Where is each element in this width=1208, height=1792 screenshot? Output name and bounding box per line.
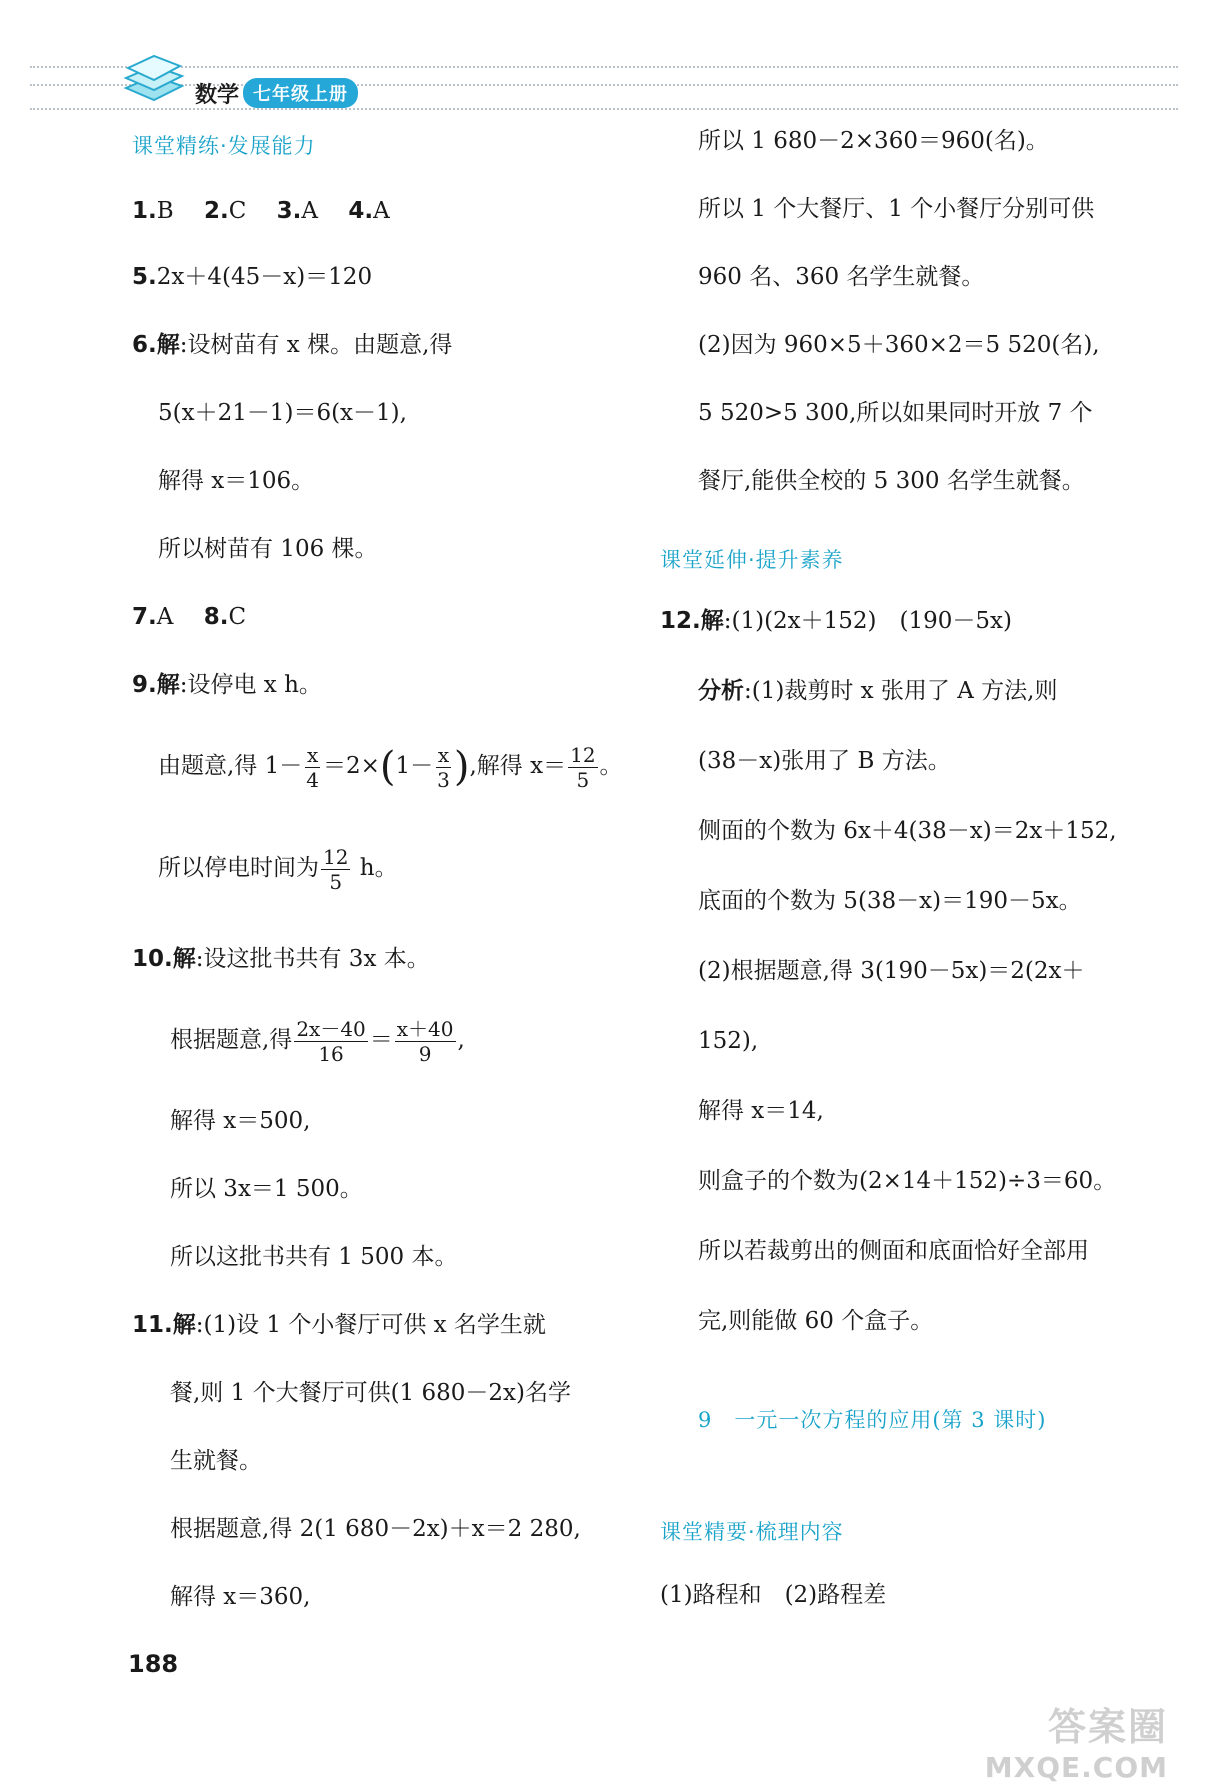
answer-11-cont-line-2: 所以 1 个大餐厅、1 个小餐厅分别可供 — [698, 196, 1095, 222]
watermark: 答案圈 MXQE.COM — [984, 1705, 1168, 1784]
page-number: 188 — [128, 1650, 179, 1678]
answer-6-line-1: 6.解:设树苗有 x 棵。由题意,得 — [132, 332, 453, 358]
fraction: $\frac{12}{5}$ — [570, 742, 596, 792]
answer-10-line-3: 解得 x＝500, — [170, 1108, 311, 1134]
fraction: $\frac{x}{3}$ — [437, 742, 450, 792]
answer-12-line-10: 所以若裁剪出的侧面和底面恰好全部用 — [698, 1238, 1089, 1264]
answer-10-line-5: 所以这批书共有 1 500 本。 — [170, 1244, 458, 1270]
header-grade-badge: 七年级上册 — [243, 78, 358, 108]
answer-11-line-5: 解得 x＝360, — [170, 1584, 311, 1610]
answer-12-line-11: 完,则能做 60 个盒子。 — [698, 1308, 934, 1334]
answer-9-equation: 由题意,得 1－ $\frac{x}{4}$ ＝2×(1－ $\frac{x}{3}$ ),解得 x＝ $\frac{12}{5}$ 。 — [158, 742, 623, 792]
answer-10-equation: 根据题意,得 $\frac{2x-40}{16}$ ＝ $\frac{x+40}{9}$ , — [170, 1016, 465, 1066]
answer-6-line-3: 解得 x＝106。 — [158, 468, 315, 494]
answer-11-cont-line-6: 餐厅,能供全校的 5 300 名学生就餐。 — [698, 468, 1085, 494]
answer-12-line-9: 则盒子的个数为(2×14＋152)÷3＝60。 — [698, 1168, 1117, 1194]
answer-11-line-4: 根据题意,得 2(1 680－2x)＋x＝2 280, — [170, 1516, 581, 1542]
answer-6-line-2: 5(x＋21－1)＝6(x－1), — [158, 400, 407, 426]
answer-9-conclusion: 所以停电时间为 $\frac{12}{5}$ h。 — [158, 844, 398, 894]
section-heading-summary: 课堂精要·梳理内容 — [660, 1520, 844, 1544]
section-heading-practice: 课堂精练·发展能力 — [132, 134, 316, 158]
answer-12-line-1: 12.解:(1)(2x＋152) (190－5x) — [660, 608, 1012, 634]
header-dotted-line-top — [30, 66, 1178, 68]
answers-1-4: 1.B 2.C 3.A 4.A — [132, 198, 390, 224]
answer-12-line-5: 底面的个数为 5(38－x)＝190－5x。 — [698, 888, 1082, 914]
answer-11-cont-line-5: 5 520>5 300,所以如果同时开放 7 个 — [698, 400, 1093, 426]
answer-10-line-1: 10.解:设这批书共有 3x 本。 — [132, 946, 430, 972]
fraction: $\frac{2x-40}{16}$ — [296, 1016, 366, 1066]
fraction: $\frac{12}{5}$ — [323, 844, 349, 894]
book-stack-icon — [118, 48, 188, 108]
answer-12-analysis: 分析:(1)裁剪时 x 张用了 A 方法,则 — [698, 678, 1058, 704]
answer-11-cont-line-1: 所以 1 680－2×360＝960(名)。 — [698, 128, 1049, 154]
chapter-title: 9 一元一次方程的应用(第 3 课时) — [698, 1408, 1047, 1432]
answer-6-line-4: 所以树苗有 106 棵。 — [158, 536, 378, 562]
answer-10-line-4: 所以 3x＝1 500。 — [170, 1176, 363, 1202]
summary-answer: (1)路程和 (2)路程差 — [660, 1582, 887, 1608]
answer-12-line-3: (38－x)张用了 B 方法。 — [698, 748, 951, 774]
answer-9-line-1: 9.解:设停电 x h。 — [132, 672, 322, 698]
answer-12-line-7: 152), — [698, 1028, 759, 1054]
answers-7-8: 7.A 8.C — [132, 604, 247, 630]
header-title — [195, 78, 358, 108]
answer-5: 5.2x＋4(45－x)＝120 — [132, 264, 373, 290]
answer-11-cont-line-3: 960 名、360 名学生就餐。 — [698, 264, 985, 290]
section-heading-extension: 课堂延伸·提升素养 — [660, 548, 844, 572]
answer-12-line-4: 侧面的个数为 6x＋4(38－x)＝2x＋152, — [698, 818, 1117, 844]
answer-12-line-6: (2)根据题意,得 3(190－5x)＝2(2x＋ — [698, 958, 1085, 984]
fraction: $\frac{x}{4}$ — [306, 742, 319, 792]
answer-12-line-8: 解得 x＝14, — [698, 1098, 824, 1124]
header-subject: 数学 — [195, 82, 240, 108]
answer-11-cont-line-4: (2)因为 960×5＋360×2＝5 520(名), — [698, 332, 1100, 358]
answer-11-line-3: 生就餐。 — [170, 1448, 262, 1474]
answer-11-line-2: 餐,则 1 个大餐厅可供(1 680－2x)名学 — [170, 1380, 571, 1406]
fraction: $\frac{x+40}{9}$ — [396, 1016, 454, 1066]
answer-11-line-1: 11.解:(1)设 1 个小餐厅可供 x 名学生就 — [132, 1312, 546, 1338]
